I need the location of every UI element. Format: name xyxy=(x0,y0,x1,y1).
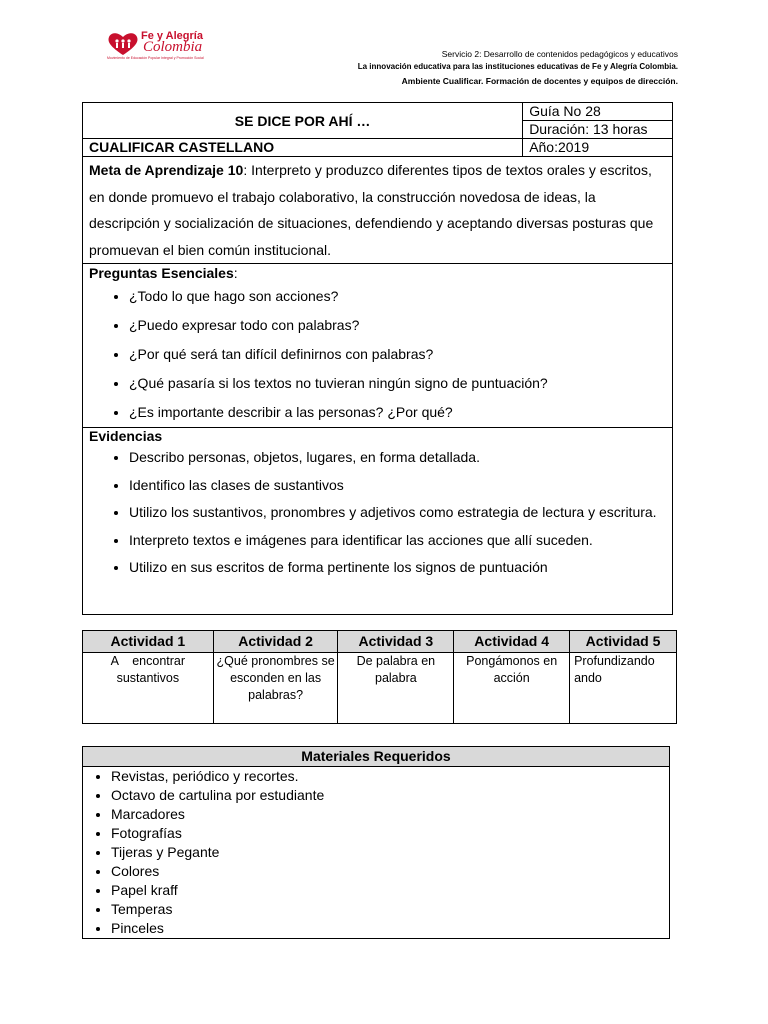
activity-cell: Pongámonos en acción xyxy=(454,653,570,724)
essential-questions-section: Preguntas Esenciales: • ¿Todo lo que hago son acciones? • ¿Puedo expresar todo con palabras? • ¿Por qué será tan difícil definirnos con palabras? • ¿Qué pasaría si los textos no tuvieran ningún signo de puntuación? • ¿Es importante describir a las personas? ¿Por qué? xyxy=(83,264,673,428)
essential-questions-label: Preguntas Esenciales xyxy=(89,265,234,281)
material-item: • Revistas, periódico y recortes. xyxy=(111,767,669,786)
fe-y-alegria-logo xyxy=(107,30,217,64)
learning-goal-text: : Interpreto y produzco diferentes tipos de textos orales y escritos, en donde promuevo el trabajo colaborativo, la construcción novedosa de ideas, la descripción y socialización de situaciones, defendiendo y aceptando diversas posturas que promuevan el bien común institucional. xyxy=(89,162,654,258)
evidences-section xyxy=(83,428,673,615)
guide-table xyxy=(82,102,673,615)
question-item: • ¿Qué pasaría si los textos no tuvieran ningún signo de puntuación? xyxy=(129,369,672,398)
activity-cell: A encontrar sustantivos xyxy=(83,653,214,724)
heart-people-icon xyxy=(107,32,139,56)
material-item: • Colores xyxy=(111,862,669,881)
activity-header: Actividad 3 xyxy=(338,631,454,653)
activity-header: Actividad 5 xyxy=(570,631,677,653)
guide-number: Guía No 28 xyxy=(523,103,673,121)
material-item: • Marcadores xyxy=(111,805,669,824)
activity-header: Actividad 2 xyxy=(213,631,338,653)
evidence-item: • Utilizo los sustantivos, pronombres y adjetivos como estrategia de lectura y escritura. xyxy=(129,499,672,527)
logo-brand-top: Fe y Alegría xyxy=(141,30,203,42)
question-item: • ¿Por qué será tan difícil definirnos con palabras? xyxy=(129,340,672,369)
material-item: • Fotografías xyxy=(111,824,669,843)
materials-header: Materiales Requeridos xyxy=(83,747,670,767)
guide-duration: Duración: 13 horas xyxy=(523,121,673,139)
subject-name: CUALIFICAR CASTELLANO xyxy=(83,139,523,157)
logo-brand-bottom: Colombia xyxy=(143,39,203,55)
material-item: • Papel kraff xyxy=(111,881,669,900)
learning-goal-label: Meta de Aprendizaje 10 xyxy=(89,162,244,178)
activity-cell: Profundizando ando xyxy=(570,653,677,724)
guide-title: SE DICE POR AHÍ … xyxy=(83,103,523,139)
materials-list xyxy=(83,767,669,938)
evidences-list xyxy=(83,444,672,582)
activities-table xyxy=(82,630,677,724)
evidence-item: • Interpreto textos e imágenes para identificar las acciones que allí suceden. xyxy=(129,527,672,555)
material-item: • Tijeras y Pegante xyxy=(111,843,669,862)
evidence-item: • Identifico las clases de sustantivos xyxy=(129,472,672,500)
question-item: • ¿Puedo expresar todo con palabras? xyxy=(129,311,672,340)
essential-questions-list xyxy=(83,282,672,427)
activity-header: Actividad 4 xyxy=(454,631,570,653)
question-item: • ¿Es importante describir a las personas? ¿Por qué? xyxy=(129,398,672,427)
activity-cell: ¿Qué pronombres se esconden en las palabras? xyxy=(213,653,338,724)
material-item: • Temperas xyxy=(111,900,669,919)
learning-goal xyxy=(83,157,673,264)
header-line-3: Ambiente Cualificar. Formación de docentes y equipos de dirección. xyxy=(401,76,678,86)
header-line-1: Servicio 2: Desarrollo de contenidos pedagógicos y educativos xyxy=(441,49,678,59)
material-item: • Pinceles xyxy=(111,919,669,938)
materials-cell xyxy=(83,767,670,939)
header-line-2: La innovación educativa para las instituciones educativas de Fe y Alegría Colombia. xyxy=(357,62,678,71)
evidence-item: • Describo personas, objetos, lugares, en forma detallada. xyxy=(129,444,672,472)
guide-year: Año:2019 xyxy=(523,139,673,157)
materials-table xyxy=(82,746,670,939)
evidence-item: • Utilizo en sus escritos de forma pertinente los signos de puntuación xyxy=(129,554,672,582)
activity-header: Actividad 1 xyxy=(83,631,214,653)
activity-cell: De palabra en palabra xyxy=(338,653,454,724)
evidences-label: Evidencias xyxy=(89,428,163,444)
material-item: • Octavo de cartulina por estudiante xyxy=(111,786,669,805)
question-item: • ¿Todo lo que hago son acciones? xyxy=(129,282,672,311)
logo-tagline: Movimiento de Educación Popular Integral y Promoción Social xyxy=(107,56,204,60)
